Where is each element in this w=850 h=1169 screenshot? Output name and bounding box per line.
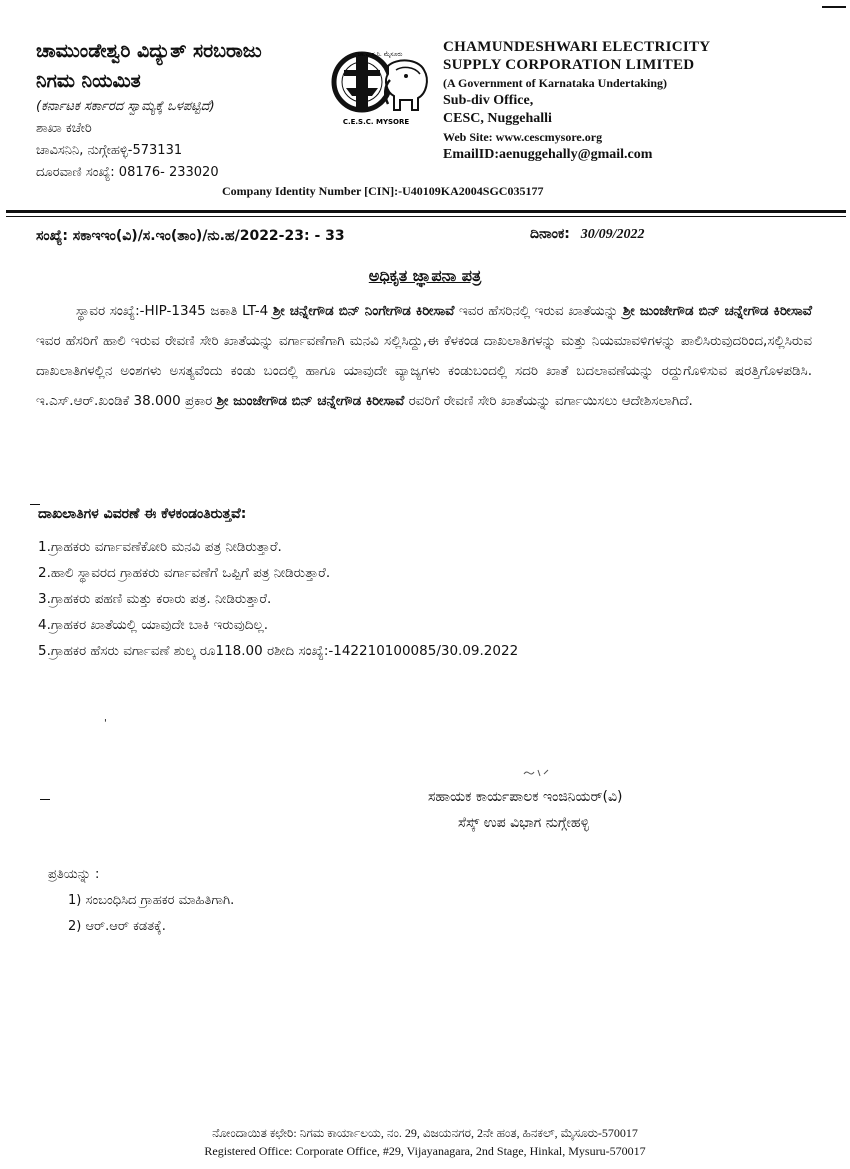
list-item: 2.ಹಾಲಿ ಸ್ಥಾವರದ ಗ್ರಾಹಕರು ವರ್ಗಾವಣೆಗೆ ಒಪ್ಪಿಗೆ ಪತ್ರ ನೀಡಿರುತ್ತಾರೆ. bbox=[38, 565, 331, 581]
list-item: 5.ಗ್ರಾಹಕರ ಹೆಸರು ವರ್ಗಾವಣೆ ಶುಲ್ಕ ರೂ118.00 ರಶೀದಿ ಸಂಖ್ಯೆ:-142210100085/30.09.2022 bbox=[38, 643, 519, 659]
kannada-govt-undertaking: (ಕರ್ನಾಟಕ ಸರ್ಕಾರದ ಸ್ವಾಮ್ಯಕ್ಕೆ ಒಳಪಟ್ಟಿದೆ) bbox=[36, 99, 215, 114]
english-email: EmailID:aenuggehally@gmail.com bbox=[443, 147, 653, 162]
list-item: 1) ಸಂಬಂಧಿಸಿದ ಗ್ರಾಹಕರ ಮಾಹಿತಿಗಾಗಿ. bbox=[68, 893, 235, 908]
english-website: Web Site: www.cescmysore.org bbox=[443, 130, 603, 144]
english-office-location: CESC, Nuggehalli bbox=[443, 111, 552, 126]
logo-text-bottom: C.E.S.C. MYSORE bbox=[342, 118, 410, 126]
english-org-block bbox=[443, 38, 710, 164]
date-block bbox=[530, 226, 645, 243]
kannada-org-name bbox=[36, 36, 262, 96]
list-item: 2) ಆರ್.ಆರ್ ಕಡತಕ್ಕೆ. bbox=[68, 919, 166, 934]
signature-scribble bbox=[522, 764, 552, 780]
header-rule-thin bbox=[6, 216, 846, 217]
body-paragraph bbox=[36, 296, 812, 416]
cesc-logo-graphic bbox=[326, 44, 434, 128]
header-rule-thick bbox=[6, 210, 846, 213]
list-item: 3.ಗ್ರಾಹಕರು ಪಹಣಿ ಮತ್ತು ಕರಾರು ಪತ್ರ. ನೀಡಿರುತ್ತಾರೆ. bbox=[38, 591, 272, 607]
english-govt-undertaking: (A Government of Karnataka Undertaking) bbox=[443, 76, 667, 90]
list-item: 1.ಗ್ರಾಹಕರು ವರ್ಗಾವಣೆಕೋರಿ ಮನವಿ ಪತ್ರ ನೀಡಿರುತ್ತಾರೆ. bbox=[38, 539, 282, 555]
english-office-type: Sub-div Office, bbox=[443, 93, 534, 108]
body-name-1: ಶ್ರೀ ಚನ್ನೇಗೌಡ ಬಿನ್ ನಿಂಗೇಗೌಡ ಕಿರೀಸಾವೆ bbox=[272, 303, 455, 319]
signatory-office: ಸೆಸ್ಕ್ ಉಪ ವಿಭಾಗ ನುಗ್ಗೇಹಳ್ಳಿ bbox=[458, 815, 590, 831]
english-org-name-line2: SUPPLY CORPORATION LIMITED bbox=[443, 57, 695, 73]
signature-block bbox=[428, 784, 622, 836]
date-value: 30/09/2022 bbox=[580, 227, 645, 242]
kannada-phone: ದೂರವಾಣಿ ಸಂಖ್ಯೆ: 08176- 233020 bbox=[36, 165, 219, 180]
logo-text-top: ಚಾ.ವಿ.ಸ.ನಿ. ಮೈಸೂರು bbox=[357, 51, 403, 58]
kannada-branch-office: ಶಾಖಾ ಕಚೇರಿ bbox=[36, 121, 92, 136]
body-part-4: ರವರಿಗೆ ರೇವಣಿ ಸೇರಿ ಖಾತೆಯನ್ನು ವರ್ಗಾಯಿಸಲು ಆದೇಶಿಸಲಾಗಿದೆ. bbox=[408, 393, 693, 409]
margin-mark bbox=[40, 799, 50, 800]
body-part-1: ಸ್ಥಾವರ ಸಂಖ್ಯೆ:-HIP-1345 ಜಕಾತಿ LT-4 bbox=[76, 303, 269, 319]
corner-mark bbox=[822, 6, 846, 8]
company-identity-number: Company Identity Number [CIN]:-U40109KA2004SGC035177 bbox=[222, 184, 544, 198]
document-title bbox=[0, 266, 850, 286]
copy-to-block bbox=[48, 862, 234, 940]
signatory-designation: ಸಹಾಯಕ ಕಾರ್ಯಪಾಲಕ ಇಂಜಿನಿಯರ್(ವಿ) bbox=[428, 789, 623, 805]
body-part-3: ಇವರ ಹೆಸರಿಗೆ ಹಾಲಿ ಇರುವ ರೇವಣಿ ಸೇರಿ ಖಾತೆಯನ್ನು ವರ್ಗಾವಣೆಗಾಗಿ ಮನವಿ ಸಲ್ಲಿಸಿದ್ದು,ಈ ಕೆಳಕಂಡ ದಾಖಲಾತಿಗಳನ್ನು ಮತ್ತು ನಿಯಮಾವಳಿಗಳನ್ನು ಪಾಲಿಸಿರುವುದರಿಂದ,ಸಲ್ಲಿಸಿರುವ ದಾಖಲಾತಿಗಳಲ್ಲಿನ ಅಂಶಗಳು ಅಸತ್ಯವೆಂದು ಕಂಡು ಬಂದಲ್ಲಿ ಹಾಗೂ ಯಾವುದೇ ವ್ಯಾಜ್ಯಗಳು ಕಂಡುಬಂದಲ್ಲಿ ಸದರಿ ಖಾತೆ ಬದಲಾವಣೆಯನ್ನು ರದ್ದುಗೊಳಿಸುವ ಷರತ್ತಿಗೊಳಪಡಿಸಿ. ಇ.ಎಸ್.ಆರ್.ಖಂಡಿಕೆ 38.000 ಪ್ರಕಾರ bbox=[36, 333, 812, 409]
stray-mark: ' bbox=[104, 718, 107, 729]
reference-number: ಸಂಖ್ಯೆ: ಸಕಾಇಇಂ(ವಿ)/ಸ.ಇಂ(ತಾಂ)/ನು.ಹ/2022-23: - 33 bbox=[36, 228, 345, 244]
copy-to-heading: ಪ್ರತಿಯನ್ನು : bbox=[48, 867, 100, 882]
documents-list bbox=[38, 534, 518, 664]
page-footer bbox=[0, 1124, 850, 1160]
english-org-name-line1: CHAMUNDESHWARI ELECTRICITY bbox=[443, 39, 711, 55]
cesc-logo bbox=[326, 44, 434, 128]
kannada-org-details bbox=[36, 96, 219, 184]
body-name-3: ಶ್ರೀ ಜುಂಜೇಗೌಡ ಬಿನ್ ಚನ್ನೇಗೌಡ ಕಿರೀಸಾವೆ bbox=[216, 393, 405, 409]
documents-heading: ದಾಖಲಾತಿಗಳ ವಿವರಣೆ ಈ ಕೆಳಕಂಡಂತಿರುತ್ತವೆ: bbox=[38, 506, 247, 522]
kannada-org-name-line2: ನಿಗಮ ನಿಯಮಿತ bbox=[36, 70, 141, 92]
list-item: 4.ಗ್ರಾಹಕರ ಖಾತೆಯಲ್ಲಿ ಯಾವುದೇ ಬಾಕಿ ಇರುವುದಿಲ್ಲ. bbox=[38, 617, 269, 633]
kannada-org-name-line1: ಚಾಮುಂಡೇಶ್ವರಿ ವಿದ್ಯುತ್ ಸರಬರಾಜು bbox=[36, 40, 262, 62]
kannada-office-address: ಚಾವಿಸನಿನಿ, ನುಗ್ಗೇಹಳ್ಳಿ-573131 bbox=[36, 143, 183, 158]
body-name-2: ಶ್ರೀ ಜುಂಜೇಗೌಡ ಬಿನ್ ಚನ್ನೇಗೌಡ ಕಿರೀಸಾವೆ bbox=[622, 303, 813, 319]
date-label: ದಿನಾಂಕ: bbox=[530, 226, 570, 242]
footer-registered-office-english: Registered Office: Corporate Office, #29, Vijayanagara, 2nd Stage, Hinkal, Mysuru-570017 bbox=[204, 1144, 646, 1158]
footer-registered-office-kannada: ನೋಂದಾಯಿತ ಕಛೇರಿ: ನಿಗಮ ಕಾರ್ಯಾಲಯ, ನಂ. 29, ವಿಜಯನಗರ, 2ನೇ ಹಂತ, ಹಿನಕಲ್, ಮೈಸೂರು-570017 bbox=[212, 1126, 638, 1140]
document-title-text: ಅಧಿಕೃತ ಜ್ಞಾಪನಾ ಪತ್ರ bbox=[368, 266, 482, 285]
margin-mark bbox=[30, 504, 40, 505]
body-part-2: ಇವರ ಹೆಸರಿನಲ್ಲಿ ಇರುವ ಖಾತೆಯನ್ನು bbox=[459, 303, 619, 319]
